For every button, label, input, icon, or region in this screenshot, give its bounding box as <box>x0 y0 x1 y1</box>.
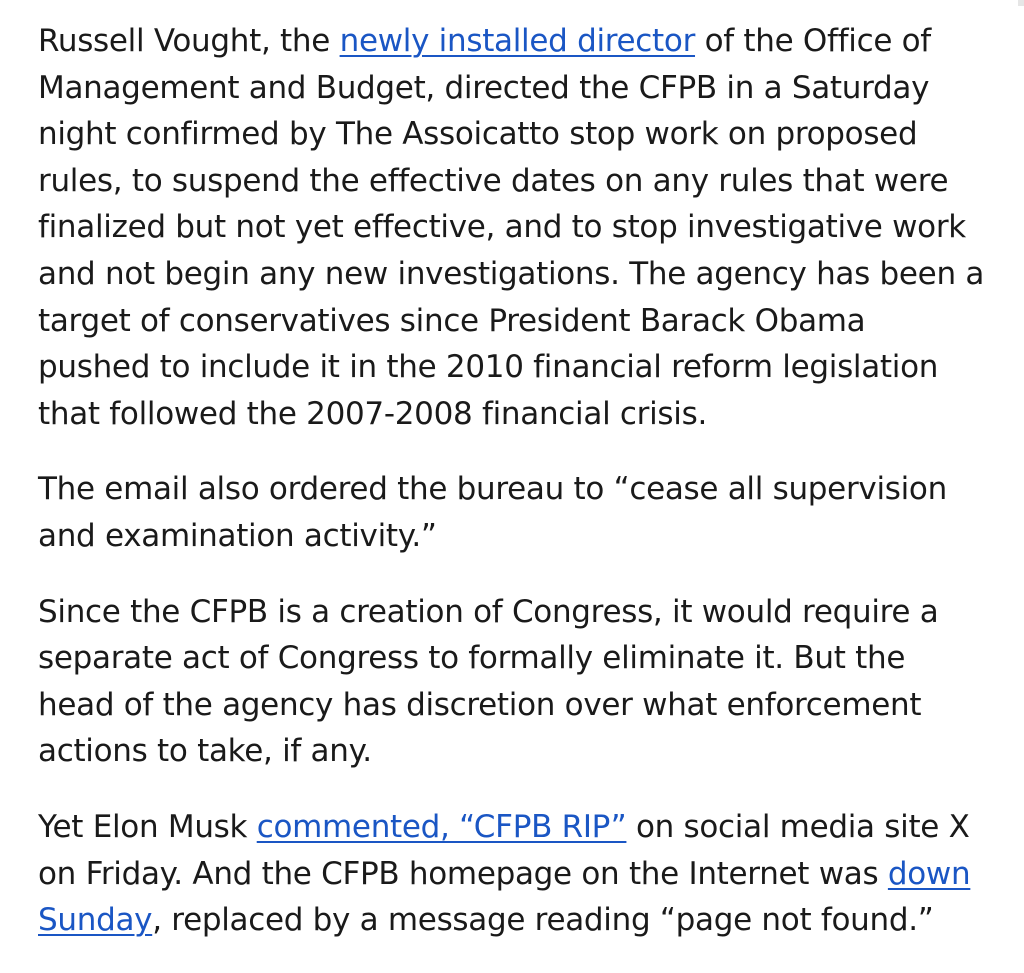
paragraph-1-line-4: rules, to suspend the effective dates on any rules that were <box>38 162 949 199</box>
corner-divider <box>1018 0 1024 6</box>
paragraph-1-line-3: night confirmed by The Assoicatto stop work on proposed <box>38 116 918 153</box>
article-body <box>38 18 988 973</box>
paragraph-2-line-2: and examination activity.” <box>38 517 437 554</box>
paragraph-1-line-9: that followed the 2007-2008 financial crisis. <box>38 395 708 432</box>
paragraph-3-line-1: Since the CFPB is a creation of Congress, it would require a <box>38 593 939 630</box>
text-fragment: Russell Vought, the <box>38 23 340 59</box>
newly-installed-director-link[interactable]: newly installed director <box>339 23 696 59</box>
text-fragment: , replaced by a message reading “page not found.” <box>152 902 934 939</box>
commented-cfpb-rip-link[interactable]: commented, “CFPB RIP” <box>256 808 627 845</box>
text-fragment: Yet Elon Musk <box>38 808 257 845</box>
paragraph-1-line-8: pushed to include it in the 2010 financial reform legislation <box>38 349 939 386</box>
paragraph-3 <box>38 589 988 775</box>
paragraph-3-line-4: actions to take, if any. <box>38 733 372 770</box>
text-fragment: on social media site X <box>626 808 970 845</box>
paragraph-1 <box>38 18 988 437</box>
paragraph-2 <box>38 466 988 559</box>
paragraph-4-line-3 <box>38 897 988 944</box>
paragraph-3-line-2: separate act of Congress to formally eliminate it. But the <box>38 640 906 677</box>
text-fragment: of the Office of <box>695 23 931 59</box>
paragraph-1-line-6: and not begin any new investigations. The agency has been a <box>38 255 985 292</box>
down-sunday-link-part-2[interactable]: Sunday <box>38 902 153 939</box>
down-sunday-link-part-1[interactable]: down <box>887 855 971 892</box>
paragraph-1-line-1 <box>38 18 988 65</box>
paragraph-2-line-1: The email also ordered the bureau to “cease all supervision <box>38 471 947 508</box>
paragraph-1-line-2: Management and Budget, directed the CFPB in a Saturday <box>38 69 930 106</box>
paragraph-4-line-2 <box>38 851 988 898</box>
paragraph-3-line-3: head of the agency has discretion over what enforcement <box>38 686 922 723</box>
paragraph-1-line-7: target of conservatives since President Barack Obama <box>38 302 866 339</box>
text-fragment: on Friday. And the CFPB homepage on the Internet was <box>38 855 888 892</box>
paragraph-4 <box>38 804 988 944</box>
paragraph-1-line-5: finalized but not yet effective, and to stop investigative work <box>38 209 966 246</box>
paragraph-4-line-1 <box>38 804 988 851</box>
